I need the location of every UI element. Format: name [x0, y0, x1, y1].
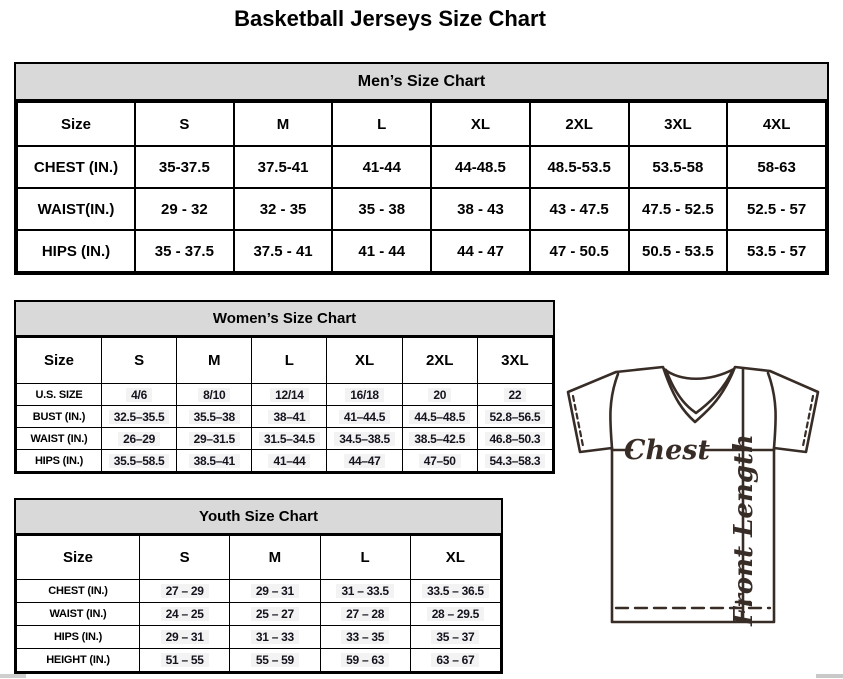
value-text: 16/18 [345, 388, 384, 402]
size-column-header: L [320, 536, 410, 580]
collar-back-line [664, 369, 734, 379]
value-cell [629, 230, 728, 272]
value-cell [477, 406, 552, 428]
value-text: 44.5–48.5 [409, 410, 470, 424]
value-cell [140, 603, 230, 626]
value-cell [327, 384, 402, 406]
value-text: 51 – 55 [161, 653, 209, 667]
womens-size-table [16, 337, 553, 472]
value-text: 59 – 63 [341, 653, 389, 667]
value-text: 33 – 35 [341, 630, 389, 644]
value-text: 63 – 67 [431, 653, 479, 667]
value-cell [327, 450, 402, 472]
value-text: 35-37.5 [158, 158, 210, 176]
header-row [17, 338, 553, 384]
value-text: 32 - 35 [259, 200, 307, 218]
value-text: 29–31.5 [189, 432, 240, 446]
value-cell [320, 580, 410, 603]
value-text: 28 – 29.5 [427, 607, 484, 621]
value-cell [327, 406, 402, 428]
row-label: BUST (IN.) [17, 406, 102, 428]
youth-size-table [16, 535, 501, 672]
value-cell [230, 603, 320, 626]
size-column-header: 2XL [530, 102, 629, 146]
value-cell [102, 450, 177, 472]
youth-size-chart-title: Youth Size Chart [16, 500, 501, 535]
value-cell [530, 188, 629, 230]
value-text: 35 – 37 [431, 630, 479, 644]
value-cell [135, 146, 234, 188]
value-text: 29 – 31 [251, 584, 299, 598]
mens-size-chart-title: Men’s Size Chart [16, 64, 827, 101]
value-cell [431, 188, 530, 230]
front-length-label: Front Length [729, 434, 759, 626]
value-text: 35.5–38 [189, 410, 240, 424]
value-cell [177, 384, 252, 406]
value-text: 20 [428, 388, 451, 402]
value-text: 44-48.5 [455, 158, 506, 176]
table-row [17, 428, 553, 450]
value-text: 22 [504, 388, 527, 402]
row-label: HIPS (IN.) [17, 450, 102, 472]
value-text: 32.5–35.5 [109, 410, 170, 424]
value-cell [629, 188, 728, 230]
value-cell [177, 428, 252, 450]
value-text: 24 – 25 [161, 607, 209, 621]
value-cell [140, 649, 230, 672]
value-cell [102, 406, 177, 428]
value-text: 35 - 37.5 [154, 242, 214, 260]
value-text: 47.5 - 52.5 [642, 200, 714, 218]
row-label: CHEST (IN.) [17, 580, 140, 603]
row-label: U.S. SIZE [17, 384, 102, 406]
value-cell [320, 603, 410, 626]
value-text: 27 – 28 [341, 607, 389, 621]
value-cell [252, 428, 327, 450]
value-text: 26–29 [118, 432, 160, 446]
value-cell [402, 428, 477, 450]
header-row [17, 536, 501, 580]
size-column-header: XL [410, 536, 500, 580]
value-text: 27 – 29 [161, 584, 209, 598]
value-cell [410, 626, 500, 649]
value-cell [230, 649, 320, 672]
value-cell [477, 450, 552, 472]
value-text: 35.5–58.5 [109, 454, 170, 468]
value-cell [410, 603, 500, 626]
value-cell [727, 146, 826, 188]
row-label: HEIGHT (IN.) [17, 649, 140, 672]
value-text: 35 - 38 [358, 200, 406, 218]
value-text: 43 - 47.5 [549, 200, 609, 218]
value-text: 29 - 32 [161, 200, 208, 218]
size-column-header: 2XL [402, 338, 477, 384]
jersey-measurement-diagram [556, 360, 832, 660]
value-cell [234, 188, 333, 230]
value-text: 25 – 27 [251, 607, 299, 621]
size-column-header: L [332, 102, 431, 146]
value-cell [402, 406, 477, 428]
value-cell [320, 626, 410, 649]
value-cell [230, 580, 320, 603]
value-text: 52.8–56.5 [485, 410, 546, 424]
left-armhole-seam [610, 374, 618, 448]
value-text: 37.5-41 [257, 158, 309, 176]
row-label: CHEST (IN.) [17, 146, 135, 188]
size-column-header: M [234, 102, 333, 146]
value-cell [177, 406, 252, 428]
value-cell [234, 146, 333, 188]
value-cell [234, 230, 333, 272]
value-text: 38.5–41 [189, 454, 240, 468]
size-column-header: M [230, 536, 320, 580]
table-row [17, 649, 501, 672]
row-label: HIPS (IN.) [17, 626, 140, 649]
value-text: 41 - 44 [358, 242, 406, 260]
corner-header-cell: Size [17, 536, 140, 580]
value-text: 44–47 [344, 454, 386, 468]
size-column-header: L [252, 338, 327, 384]
value-cell [530, 230, 629, 272]
value-text: 47 - 50.5 [549, 242, 609, 260]
value-cell [332, 188, 431, 230]
page-title: Basketball Jerseys Size Chart [234, 6, 546, 31]
size-column-header: S [140, 536, 230, 580]
mens-size-table [16, 101, 827, 273]
value-text: 37.5 - 41 [253, 242, 313, 260]
value-text: 31.5–34.5 [259, 432, 320, 446]
value-text: 53.5-58 [652, 158, 704, 176]
value-cell [252, 450, 327, 472]
corner-header-cell: Size [17, 338, 102, 384]
value-cell [410, 649, 500, 672]
value-cell [530, 146, 629, 188]
value-text: 41–44.5 [339, 410, 390, 424]
size-column-header: 4XL [727, 102, 826, 146]
horizontal-scrollbar-end[interactable] [816, 674, 843, 678]
womens-size-chart-title: Women’s Size Chart [16, 302, 553, 337]
value-cell [431, 146, 530, 188]
value-text: 4/6 [126, 388, 152, 402]
value-cell [629, 146, 728, 188]
size-column-header: 3XL [477, 338, 552, 384]
value-text: 47–50 [419, 454, 461, 468]
youth-size-chart [14, 498, 503, 674]
table-row [17, 626, 501, 649]
value-cell [477, 384, 552, 406]
table-row [17, 188, 826, 230]
value-text: 58-63 [757, 158, 796, 176]
value-cell [102, 384, 177, 406]
value-text: 38–41 [268, 410, 310, 424]
corner-header-cell: Size [17, 102, 135, 146]
value-text: 34.5–38.5 [334, 432, 395, 446]
value-cell [727, 188, 826, 230]
value-cell [320, 649, 410, 672]
value-cell [140, 626, 230, 649]
value-cell [431, 230, 530, 272]
table-row [17, 450, 553, 472]
value-cell [252, 384, 327, 406]
size-column-header: M [177, 338, 252, 384]
womens-size-chart [14, 300, 555, 474]
value-text: 29 – 31 [161, 630, 209, 644]
table-row [17, 406, 553, 428]
table-row [17, 603, 501, 626]
value-text: 8/10 [198, 388, 230, 402]
value-text: 48.5-53.5 [547, 158, 611, 176]
value-text: 12/14 [270, 388, 309, 402]
row-label: HIPS (IN.) [17, 230, 135, 272]
value-cell [135, 188, 234, 230]
value-text: 46.8–50.3 [485, 432, 546, 446]
value-text: 38.5–42.5 [409, 432, 470, 446]
value-text: 41–44 [268, 454, 310, 468]
value-text: 31 – 33.5 [336, 584, 393, 598]
value-text: 33.5 – 36.5 [422, 584, 489, 598]
jersey-outline [568, 367, 818, 622]
value-text: 41-44 [362, 158, 401, 176]
value-text: 55 – 59 [251, 653, 299, 667]
size-column-header: 3XL [629, 102, 728, 146]
value-text: 31 – 33 [251, 630, 299, 644]
value-cell [140, 580, 230, 603]
header-row [17, 102, 826, 146]
size-column-header: XL [327, 338, 402, 384]
value-cell [410, 580, 500, 603]
table-row [17, 384, 553, 406]
value-cell [102, 428, 177, 450]
value-cell [252, 406, 327, 428]
table-row [17, 230, 826, 272]
value-cell [327, 428, 402, 450]
table-row [17, 580, 501, 603]
row-label: WAIST (IN.) [17, 428, 102, 450]
value-cell [332, 146, 431, 188]
value-cell [402, 450, 477, 472]
row-label: WAIST (IN.) [17, 603, 140, 626]
value-cell [177, 450, 252, 472]
value-cell [332, 230, 431, 272]
value-cell [727, 230, 826, 272]
value-cell [230, 626, 320, 649]
value-text: 50.5 - 53.5 [642, 242, 714, 260]
size-column-header: S [102, 338, 177, 384]
row-label: WAIST(IN.) [17, 188, 135, 230]
size-column-header: S [135, 102, 234, 146]
size-column-header: XL [431, 102, 530, 146]
value-cell [402, 384, 477, 406]
mens-size-chart [14, 62, 829, 275]
table-row [17, 146, 826, 188]
value-text: 38 - 43 [457, 200, 504, 218]
value-text: 52.5 - 57 [747, 200, 807, 218]
horizontal-scrollbar-thumb[interactable] [0, 674, 26, 678]
value-text: 54.3–58.3 [485, 454, 546, 468]
jersey-diagram-svg [556, 360, 832, 660]
value-cell [135, 230, 234, 272]
value-cell [477, 428, 552, 450]
value-text: 44 - 47 [457, 242, 504, 260]
right-armhole-seam [768, 373, 776, 448]
chest-label: Chest [624, 435, 710, 466]
value-text: 53.5 - 57 [747, 242, 807, 260]
